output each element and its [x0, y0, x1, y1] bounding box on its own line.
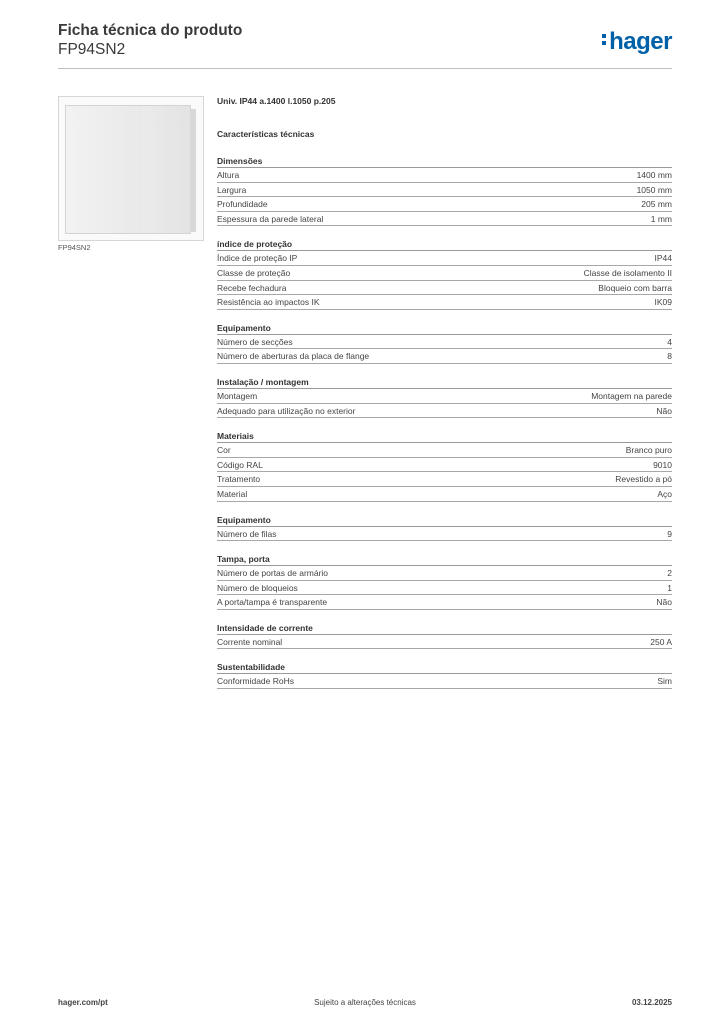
spec-label: Corrente nominal [217, 636, 283, 647]
document-title: Ficha técnica do produto [58, 22, 243, 39]
spec-value: 9010 [653, 459, 672, 470]
spec-label: Material [217, 488, 248, 499]
spec-row [217, 487, 672, 502]
spec-section [217, 430, 672, 501]
spec-value: Classe de isolamento II [583, 267, 672, 278]
spec-label: A porta/tampa é transparente [217, 597, 328, 608]
spec-label: Montagem [217, 390, 258, 401]
spec-row [217, 168, 672, 183]
spec-section [217, 622, 672, 650]
spec-row [217, 595, 672, 610]
spec-section [217, 661, 672, 689]
hager-logo [602, 28, 672, 56]
spec-label: Número de secções [217, 336, 293, 347]
spec-row [217, 389, 672, 404]
spec-row [217, 443, 672, 458]
section-title: Instalação / montagem [217, 376, 672, 389]
spec-label: Espessura da parede lateral [217, 213, 324, 224]
spec-label: Índice de proteção IP [217, 253, 298, 264]
spec-sections [217, 155, 672, 689]
section-title: Dimensões [217, 155, 672, 168]
header-divider [58, 68, 672, 69]
cabinet-side [190, 109, 196, 232]
spec-row [217, 581, 672, 596]
spec-label: Profundidade [217, 199, 268, 210]
spec-row [217, 335, 672, 350]
spec-section [217, 238, 672, 309]
spec-label: Número de portas de armário [217, 568, 329, 579]
spec-label: Conformidade RoHs [217, 676, 295, 687]
section-title: Tampa, porta [217, 553, 672, 566]
spec-row [217, 349, 672, 364]
spec-label: Classe de proteção [217, 267, 291, 278]
product-image [58, 96, 204, 241]
spec-value: IP44 [654, 253, 672, 264]
spec-row [217, 183, 672, 198]
logo-text: hager [609, 28, 672, 55]
spec-label: Número de aberturas da placa de flange [217, 351, 370, 362]
section-title: Equipamento [217, 514, 672, 527]
spec-value: 8 [667, 351, 672, 362]
cabinet-door-left [65, 105, 143, 234]
section-title: Intensidade de corrente [217, 622, 672, 635]
spec-label: Largura [217, 184, 247, 195]
spec-section [217, 322, 672, 364]
spec-row [217, 527, 672, 542]
section-title: Equipamento [217, 322, 672, 335]
spec-section [217, 514, 672, 542]
spec-value: 205 mm [641, 199, 672, 210]
section-title: índice de proteção [217, 238, 672, 251]
image-caption: FP94SN2 [58, 243, 91, 252]
spec-label: Tratamento [217, 474, 261, 485]
page-header [58, 22, 672, 59]
spec-row [217, 266, 672, 281]
spec-value: 1 mm [650, 213, 672, 224]
footer-date: 03.12.2025 [631, 998, 672, 1007]
section-title: Sustentabilidade [217, 661, 672, 674]
spec-content [217, 96, 672, 689]
spec-value: IK09 [654, 297, 672, 308]
spec-label: Número de filas [217, 528, 277, 539]
spec-label: Altura [217, 170, 240, 180]
spec-value: 2 [667, 568, 672, 579]
product-description: Univ. IP44 a.1400 l.1050 p.205 [217, 96, 336, 106]
spec-value: 9 [667, 528, 672, 539]
spec-value: Não [656, 405, 672, 416]
spec-row [217, 251, 672, 266]
spec-value: Montagem na parede [591, 390, 672, 401]
logo-dots-icon [602, 31, 607, 48]
cabinet-door-right [142, 105, 191, 234]
footer-website: hager.com/pt [58, 998, 108, 1007]
spec-value: Branco puro [625, 445, 672, 456]
spec-row [217, 566, 672, 581]
technical-characteristics-heading: Características técnicas [217, 129, 315, 139]
spec-label: Número de bloqueios [217, 582, 298, 593]
spec-value: 4 [667, 336, 672, 347]
spec-value: Bloqueio com barra [598, 282, 672, 293]
spec-row [217, 197, 672, 212]
spec-section [217, 553, 672, 610]
spec-label: Resistência ao impactos IK [217, 297, 320, 308]
spec-value: 1400 mm [636, 170, 672, 180]
spec-value: Não [656, 597, 672, 608]
spec-value: 250 A [650, 636, 672, 647]
footer-note: Sujeito a alterações técnicas [314, 998, 416, 1007]
spec-value: Sim [657, 676, 672, 687]
spec-value: 1 [667, 582, 672, 593]
spec-value: Aço [657, 488, 672, 499]
spec-value: 1050 mm [636, 184, 672, 195]
spec-section [217, 376, 672, 418]
spec-row [217, 295, 672, 310]
spec-label: Adequado para utilização no exterior [217, 405, 356, 416]
spec-label: Cor [217, 445, 231, 456]
spec-row [217, 281, 672, 296]
spec-row [217, 458, 672, 473]
product-code: FP94SN2 [58, 41, 126, 58]
spec-row [217, 404, 672, 419]
spec-label: Recebe fechadura [217, 282, 287, 293]
spec-section [217, 155, 672, 226]
spec-row [217, 212, 672, 227]
spec-row [217, 635, 672, 650]
spec-value: Revestido a pó [615, 474, 672, 485]
spec-label: Código RAL [217, 459, 263, 470]
spec-row [217, 674, 672, 689]
spec-row [217, 472, 672, 487]
section-title: Materiais [217, 430, 672, 443]
